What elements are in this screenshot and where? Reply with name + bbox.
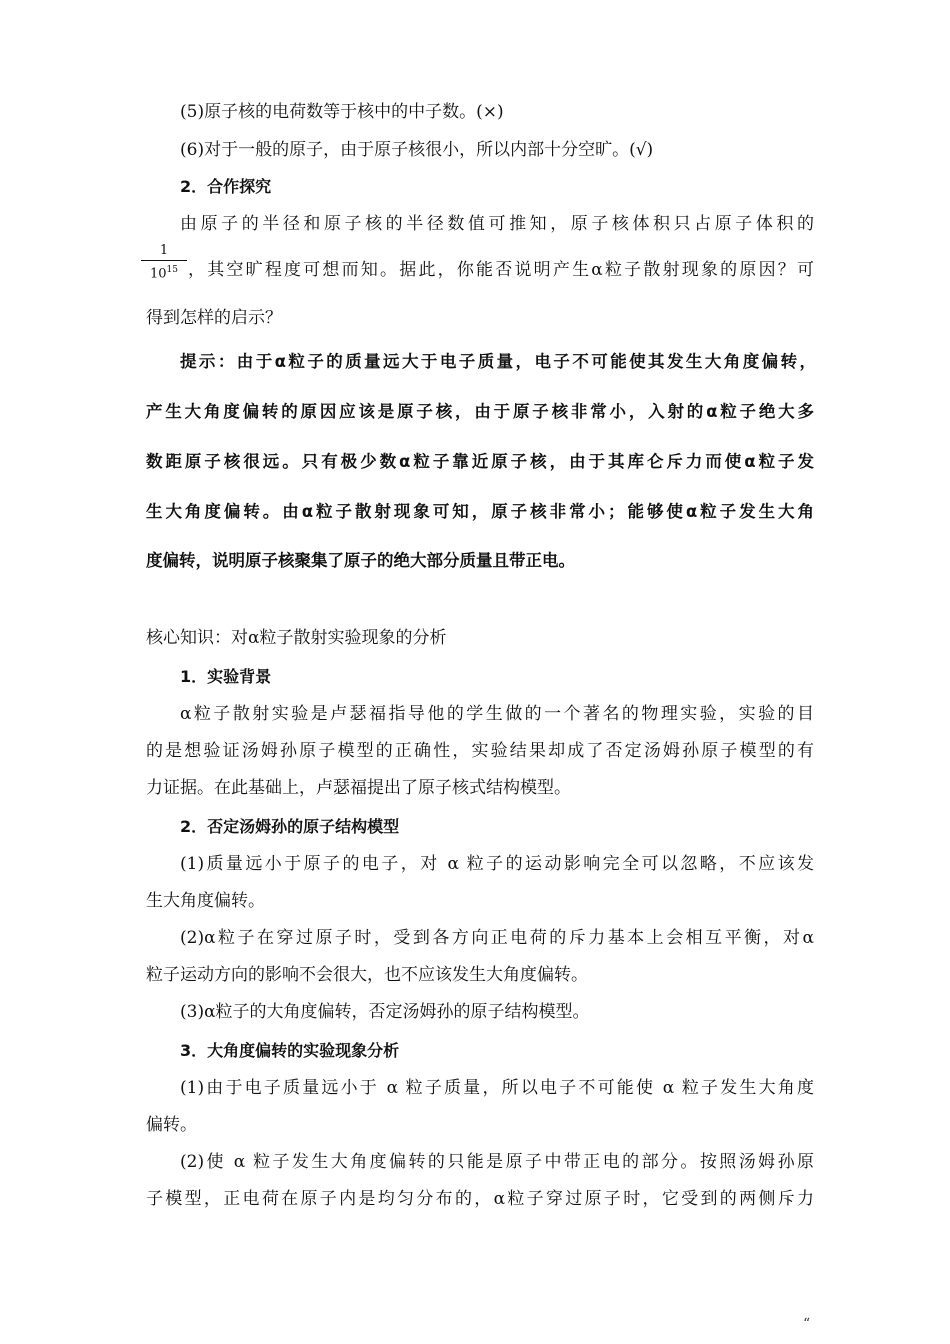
paragraph-line: (2)α粒子在穿过原子时，受到各方向正电荷的斥力基本上会相互平衡，对α: [180, 928, 814, 948]
paragraph-line: 力证据。在此基础上，卢瑟福提出了原子核式结构模型。: [146, 778, 571, 798]
inquiry-paragraph-line: 由原子的半径和原子核的半径数值可推知，原子核体积只占原子体积的: [180, 214, 814, 234]
paragraph-line: (3)α粒子的大角度偏转，否定汤姆孙的原子结构模型。: [180, 1002, 590, 1022]
paragraph-line: 的是想验证汤姆孙原子模型的正确性，实验结果却成了否定汤姆孙原子模型的有: [146, 741, 814, 761]
hint-line: 度偏转，说明原子核聚集了原子的绝大部分质量且带正电。: [146, 551, 575, 570]
fraction-denominator: $10^{15}$: [150, 265, 178, 282]
core-knowledge-title: 核心知识：对α粒子散射实验现象的分析: [146, 628, 447, 648]
paragraph-line: (1)质量远小于原子的电子，对 α 粒子的运动影响完全可以忽略，不应该发: [180, 854, 814, 874]
hint-line: 提示：由于α粒子的质量远大于电子质量，电子不可能使其发生大角度偏转，: [180, 352, 816, 371]
hint-line: 产生大角度偏转的原因应该是原子核，由于原子核非常小，入射的α粒子绝大多: [146, 402, 814, 421]
section-heading-cooperative-inquiry: 2．合作探究: [180, 177, 272, 196]
hint-line: 数距原子核很远。只有极少数α粒子靠近原子核，由于其库仑斥力而使α粒子发: [146, 452, 814, 471]
paragraph-line: 粒子运动方向的影响不会很大，也不应该发生大角度偏转。: [146, 965, 588, 985]
item-5: (5)原子核的电荷数等于核中的中子数。(×): [180, 102, 504, 122]
paragraph-line: 生大角度偏转。: [146, 891, 265, 911]
inquiry-paragraph-line: 得到怎样的启示？: [146, 308, 282, 328]
paragraph-line: (1)由于电子质量远小于 α 粒子质量，所以电子不可能使 α 粒子发生大角度: [180, 1078, 814, 1098]
footer-mark: “: [803, 1316, 811, 1332]
fraction-one-over-ten-pow-15: [141, 242, 187, 282]
item-6: (6)对于一般的原子，由于原子核很小，所以内部十分空旷。(√): [180, 140, 654, 160]
paragraph-line: α粒子散射实验是卢瑟福指导他的学生做的一个著名的物理实验，实验的目: [180, 704, 814, 724]
section-heading-background: 1．实验背景: [180, 667, 272, 686]
inquiry-paragraph-line: ，其空旷程度可想而知。据此，你能否说明产生α粒子散射现象的原因？可: [188, 260, 814, 280]
hint-line: 生大角度偏转。由α粒子散射现象可知，原子核非常小；能够使α粒子发生大角: [146, 502, 814, 521]
fraction-numerator: 1: [141, 242, 187, 261]
paragraph-line: (2)使 α 粒子发生大角度偏转的只能是原子中带正电的部分。按照汤姆孙原: [180, 1152, 814, 1172]
paragraph-line: 子模型，正电荷在原子内是均匀分布的，α粒子穿过原子时，它受到的两侧斥力: [146, 1189, 814, 1209]
section-heading-analysis: 3．大角度偏转的实验现象分析: [180, 1041, 400, 1060]
paragraph-line: 偏转。: [146, 1115, 197, 1135]
section-heading-thomson-model: 2．否定汤姆孙的原子结构模型: [180, 817, 400, 836]
